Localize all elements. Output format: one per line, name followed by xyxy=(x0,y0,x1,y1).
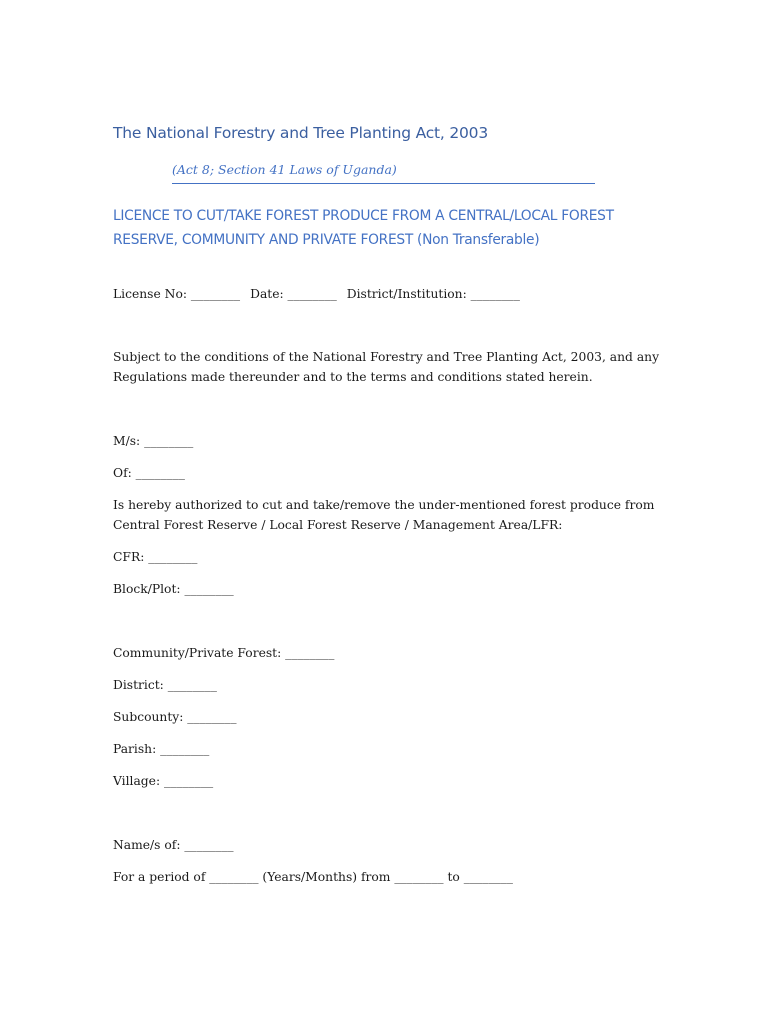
licence-heading: LICENCE TO CUT/TAKE FOREST PRODUCE FROM A CENTRAL/LOCAL FOREST RESERVE, COMMUNITY AND PRIVATE FOREST (Non Transferable) xyxy=(113,208,614,248)
license-info-line xyxy=(113,284,520,304)
date-field: Date: ________ xyxy=(250,287,337,301)
district-institution-field: District/Institution: ________ xyxy=(346,287,520,301)
of-field: Of: ________ xyxy=(113,466,185,480)
period-field: For a period of ________ (Years/Months) from ________ to ________ xyxy=(113,870,513,884)
subcounty-field: Subcounty: ________ xyxy=(113,710,237,724)
names-of-field: Name/s of: ________ xyxy=(113,838,234,852)
authorization-paragraph: Is hereby authorized to cut and take/remove the under-mentioned forest produce from Central Forest Reserve / Local Forest Reserve / Management Area/LFR: xyxy=(113,498,655,532)
block-plot-field: Block/Plot: ________ xyxy=(113,582,234,596)
document-subtitle: (Act 8; Section 41 Laws of Uganda) xyxy=(172,162,595,184)
village-field: Village: ________ xyxy=(113,774,214,788)
cfr-field: CFR: ________ xyxy=(113,550,198,564)
community-private-forest-field: Community/Private Forest: ________ xyxy=(113,646,335,660)
district-field: District: ________ xyxy=(113,678,217,692)
intro-paragraph: Subject to the conditions of the National Forestry and Tree Planting Act, 2003, and any Regulations made thereunder and to the terms and conditions stated herein. xyxy=(113,350,660,384)
document-title: The National Forestry and Tree Planting Act, 2003 xyxy=(113,124,488,142)
license-no-field: License No: ________ xyxy=(113,287,241,301)
parish-field: Parish: ________ xyxy=(113,742,210,756)
ms-field: M/s: ________ xyxy=(113,434,194,448)
